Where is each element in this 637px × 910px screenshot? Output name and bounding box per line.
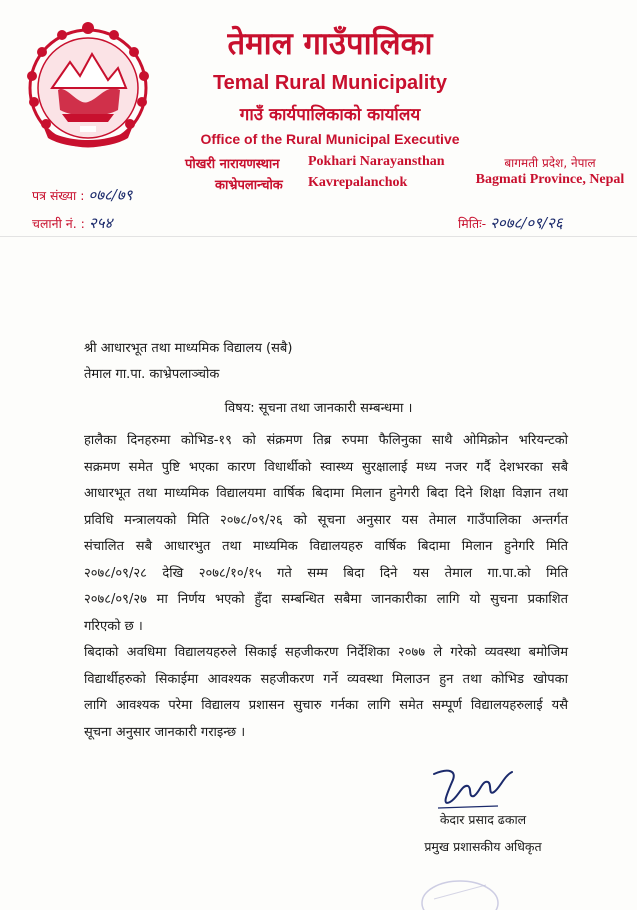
office-name-en: Office of the Rural Municipal Executive xyxy=(200,131,460,147)
paragraph-line: संचालित सबै आधारभुत तथा माध्यमिक विद्यालयहरु वार्षिक बिदामा मिलान हुनेगरि मिति xyxy=(84,539,568,554)
letter-date-value: २०७८/०९/२६ xyxy=(490,214,563,232)
paragraph-line: गरिएको छ । xyxy=(84,618,143,634)
office-stamp-icon xyxy=(420,875,500,910)
body-paragraph-1 xyxy=(84,428,568,640)
recipient-line-1: श्री आधारभूत तथा माध्यमिक विद्यालय (सबै) xyxy=(84,341,293,356)
paragraph-line: विद्यार्थीहरुको सिकाईमा आवश्यक सहजीकरण गर्ने व्यवस्था मिलाउन हुन तथा कोभिड खोपका xyxy=(84,671,568,687)
office-name-np: गाउँ कार्यपालिकाको कार्यालय xyxy=(239,105,421,125)
dispatch-number-value: २५४ xyxy=(88,214,113,232)
paragraph-line: लागि आवश्यक परेमा विद्यालय प्रशासन सुचारु गर्नका लागि समेत सम्पूर्ण विद्यालयहरुलाई यसै xyxy=(84,698,568,713)
paragraph-line: बिदाको अवधिमा विद्यालयहरुले सिकाई सहजीकरण निर्देशिका २०७७ ले गरेको व्यवस्था बमोजिम xyxy=(84,645,568,660)
letter-number-label: पत्र संख्या : xyxy=(32,188,85,203)
address-np: पोखरी नारायणस्थान xyxy=(185,157,280,172)
letter-date-label: मितिः- xyxy=(458,216,487,231)
province-en: Bagmati Province, Nepal xyxy=(475,172,625,187)
letter-number-value: ०७८/७९ xyxy=(88,186,133,204)
signatory-title: प्रमुख प्रशासकीय अधिकृत xyxy=(424,839,542,854)
recipient-line-2: तेमाल गा.पा. काभ्रेपलाञ्चोक xyxy=(84,367,220,382)
province-np: बागमती प्रदेश, नेपाल xyxy=(504,156,596,170)
district-en: Kavrepalanchok xyxy=(308,175,408,190)
body-paragraph-2 xyxy=(84,640,568,746)
nepal-emblem-icon xyxy=(22,18,154,154)
signatory-name: केदार प्रसाद ढकाल xyxy=(439,812,527,827)
paragraph-line: हालैका दिनहरुमा कोभिड-१९ को संक्रमण तिब्र रुपमा फैलिनुका साथै ओमिक्रोन भरियन्टको xyxy=(84,433,568,448)
dispatch-number xyxy=(32,213,112,233)
paragraph-line: सूचना अनुसार जानकारी गराइन्छ । xyxy=(84,724,246,740)
paragraph-line: प्रविधि मन्त्रालयको मिति २०७८/०९/२६ को सूचना अनुसार यस तेमाल गाउँपालिका अन्तर्गत xyxy=(84,512,568,528)
letter-number xyxy=(32,185,132,205)
paragraph-line: २०७८/०९/२८ देखि २०७८/१०/१५ गते सम्म बिदा दिने यस तेमाल गा.पा.को मिति xyxy=(84,565,568,581)
subject-line: विषय: सूचना तथा जानकारी सम्बन्धमा । xyxy=(224,401,413,416)
municipality-name-np: तेमाल गाउँपालिका xyxy=(227,26,433,62)
municipality-name-en: Temal Rural Municipality xyxy=(212,72,448,94)
district-np: काभ्रेपलान्चोक xyxy=(215,178,283,193)
paragraph-line: २०७८/०९/२७ मा निर्णय भएको हुँदा सम्बन्धित सबैमा जानकारीका लागि यो सुचना प्रकाशित xyxy=(84,592,568,607)
header-divider xyxy=(0,236,637,237)
paragraph-line: सक्रमण समेत पुष्टि भएका कारण विधार्थीको स्वास्थ्य सुरक्षालाई मध्य नजर गर्दै देशभरका सबै xyxy=(84,459,568,475)
paragraph-line: आधारभूत तथा माध्यमिक विद्यालयमा वार्षिक बिदामा मिलान हुनेगरी बिदा दिने शिक्षा विज्ञान तथा xyxy=(84,486,568,501)
dispatch-number-label: चलानी नं. : xyxy=(32,216,85,231)
signature-icon xyxy=(428,762,518,812)
letter-date xyxy=(458,213,563,233)
address-en: Pokhari Narayansthan xyxy=(308,154,445,169)
